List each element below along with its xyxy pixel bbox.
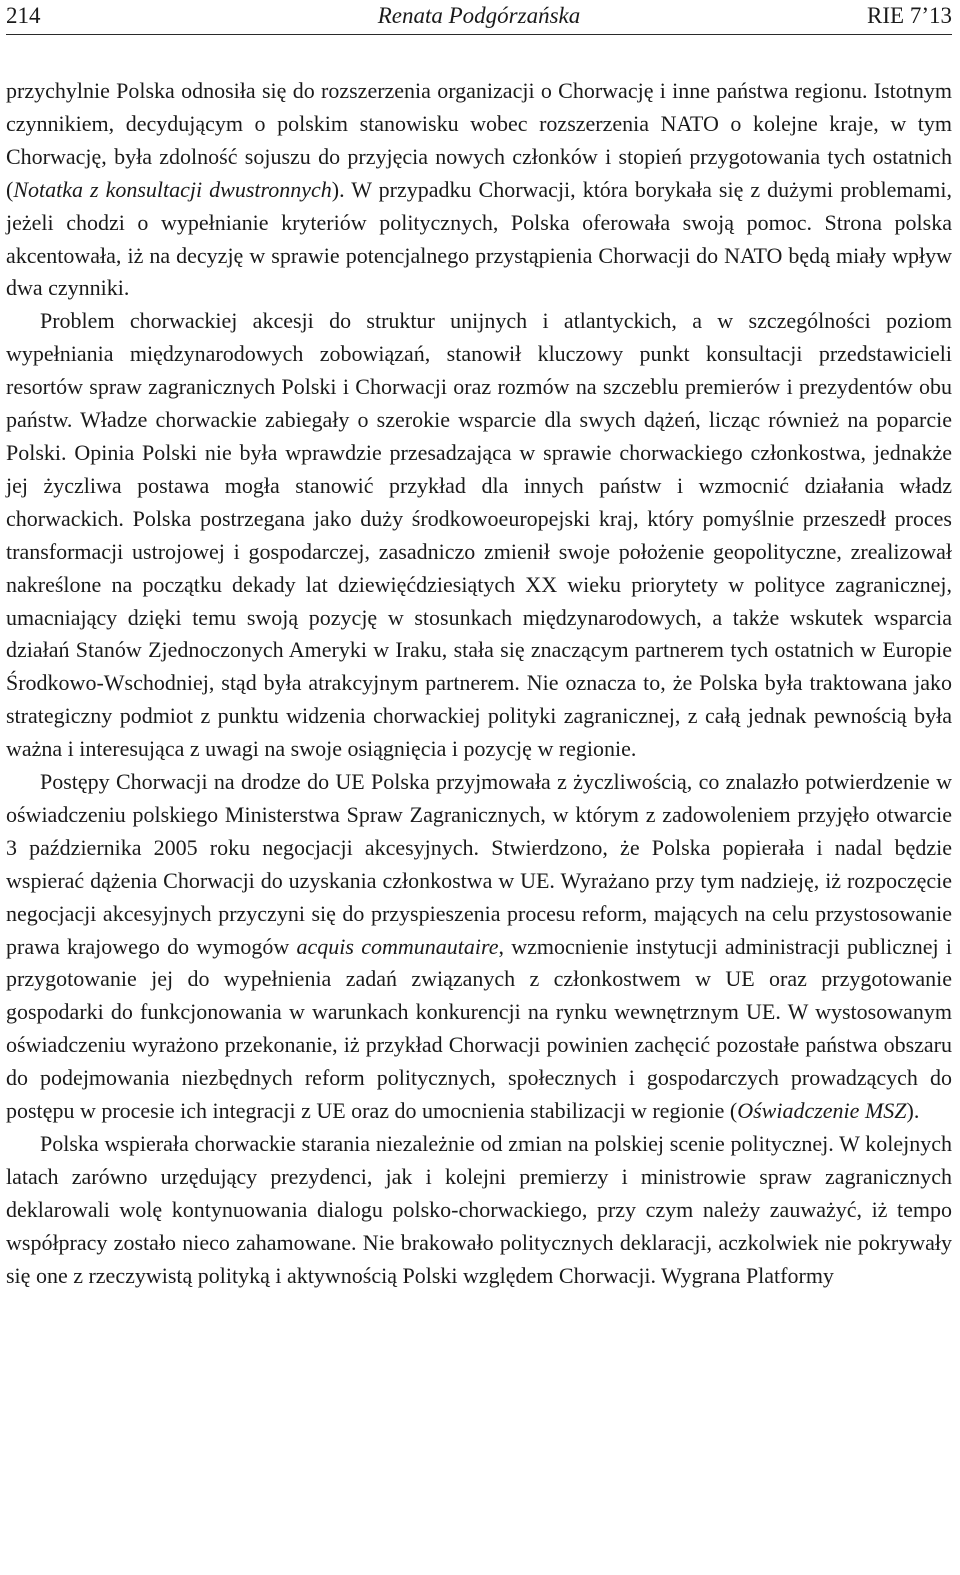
paragraph (6, 305, 952, 766)
text-run: Postępy Chorwacji na drodze do UE Polska przyjmowała z życzliwością, co znalazło potwierdzenie w oświadczeniu polskiego Ministerstwa Spraw Zagranicznych, w którym z zadowoleniem przyjęło otwarcie 3 października 2005 roku negocjacji akcesyjnych. Stwierdzono, że Polska popierała i nadal będzie wspierać dążenia Chorwacji do uzyskania członkostwa w UE. Wyrażano przy tym nadzieję, iż rozpoczęcie negocjacji akcesyjnych przyczyni się do przyspieszenia procesu reform, mających na celu przystosowanie prawa krajowego do wymogów (6, 769, 952, 959)
italic-citation: Notatka z konsultacji dwustronnych (13, 176, 332, 202)
text-run: ). (906, 1098, 920, 1124)
text-run: przychylnie Polska odnosiła się do rozszerzenia organizacji o Chorwację i inne państwa regionu. Istotnym czynnikiem, decydującym o polskim stanowisku wobec rozszerzenia NATO o kolejne kraje, w tym Chorwację, była zdolność sojuszu do przyjęcia nowych członków i stopień przygotowania tych ostatnich ( (6, 78, 952, 202)
text-run: Problem chorwackiej akcesji do struktur unijnych i atlantyckich, a w szczególności poziom wypełniania międzynarodowych zobowiązań, stanowił kluczowy punkt konsultacji przedstawicieli resortów spraw zagranicznych Polski i Chorwacji oraz rozmów na szczeblu premierów i prezydentów obu państw. Władze chorwackie zabiegały o szerokie wsparcie dla swych dążeń, licząc również na poparcie Polski. Opinia Polski nie była wprawdzie przesadzająca w sprawie chorwackiego członkostwa, jednakże jej życzliwa postawa mogła stanowić przykład dla innych państw i wzmocnić działania władz chorwackich. Polska postrzegana jako duży środkowoeuropejski kraj, który pomyślnie przeszedł proces transformacji ustrojowej i gospodarczej, zasadniczo zmienił swoje położenie geopolityczne, zrealizował nakreślone na początku dekady lat dziewięćdziesiątych XX wieku priorytety w polityce zagranicznej, umacniający dzięki temu swoją pozycję w stosunkach międzynarodowych, a także wskutek wsparcia działań Stanów Zjednoczonych Ameryki w Iraku, stała się znaczącym partnerem tych ostatnich w Europie Środkowo-Wschodniej, stąd była atrakcyjnym partnerem. Nie oznacza to, że Polska była traktowana jako strategiczny podmiot z punktu widzenia chorwackiej polityki zagranicznej, z całą jednak pewnością była ważna i interesująca z uwagi na swoje osiągnięcia i pozycję w regionie. (6, 308, 952, 762)
running-header-journal: RIE 7’13 (867, 3, 952, 28)
paragraph (6, 766, 952, 1128)
text-run: , wzmocnienie instytucji administracji publicznej i przygotowanie jej do wypełnienia zadań związanych z członkostwem w UE oraz przygotowanie gospodarki do funkcjonowania w warunkach konkurencji na rynku wewnętrznym UE. W wystosowanym oświadczeniu wyrażono przekonanie, iż przykład Chorwacji powinien zachęcić pozostałe państwa obszaru do podejmowania niezbędnych reform politycznych, społecznych i gospodarczych prowadzących do postępu w procesie ich integracji z UE oraz do umocnienia stabilizacji w regionie ( (6, 933, 952, 1124)
italic-term: acquis communautaire (296, 933, 499, 959)
page-number: 214 (6, 3, 41, 28)
paragraph (6, 1128, 952, 1293)
body-text (6, 75, 952, 1293)
running-header (6, 0, 952, 35)
text-run: Polska wspierała chorwackie starania niezależnie od zmian na polskiej scenie politycznej. W kolejnych latach zarówno urzędujący prezydenci, jak i kolejni premierzy i ministrowie spraw zagranicznych deklarowali wolę kontynuowania dialogu polsko-chorwackiego, przy czym należy zauważyć, iż tempo współpracy zostało nieco zahamowane. Nie brakowało politycznych deklaracji, aczkolwiek nie pokrywały się one z rzeczywistą polityką i aktywnością Polski względem Chorwacji. Wygrana Platformy (6, 1131, 952, 1288)
running-header-author: Renata Podgórzańska (377, 3, 581, 28)
paragraph (6, 75, 952, 305)
text-run: ). W przypadku Chorwacji, która borykała się z dużymi problemami, jeżeli chodzi o wypełnianie kryteriów politycznych, Polska oferowała swoją pomoc. Strona polska akcentowała, iż na decyzję w sprawie potencjalnego przystąpienia Chorwacji do NATO będą miały wpływ dwa czynniki. (6, 176, 952, 301)
italic-citation: Oświadczenie MSZ (737, 1098, 907, 1124)
